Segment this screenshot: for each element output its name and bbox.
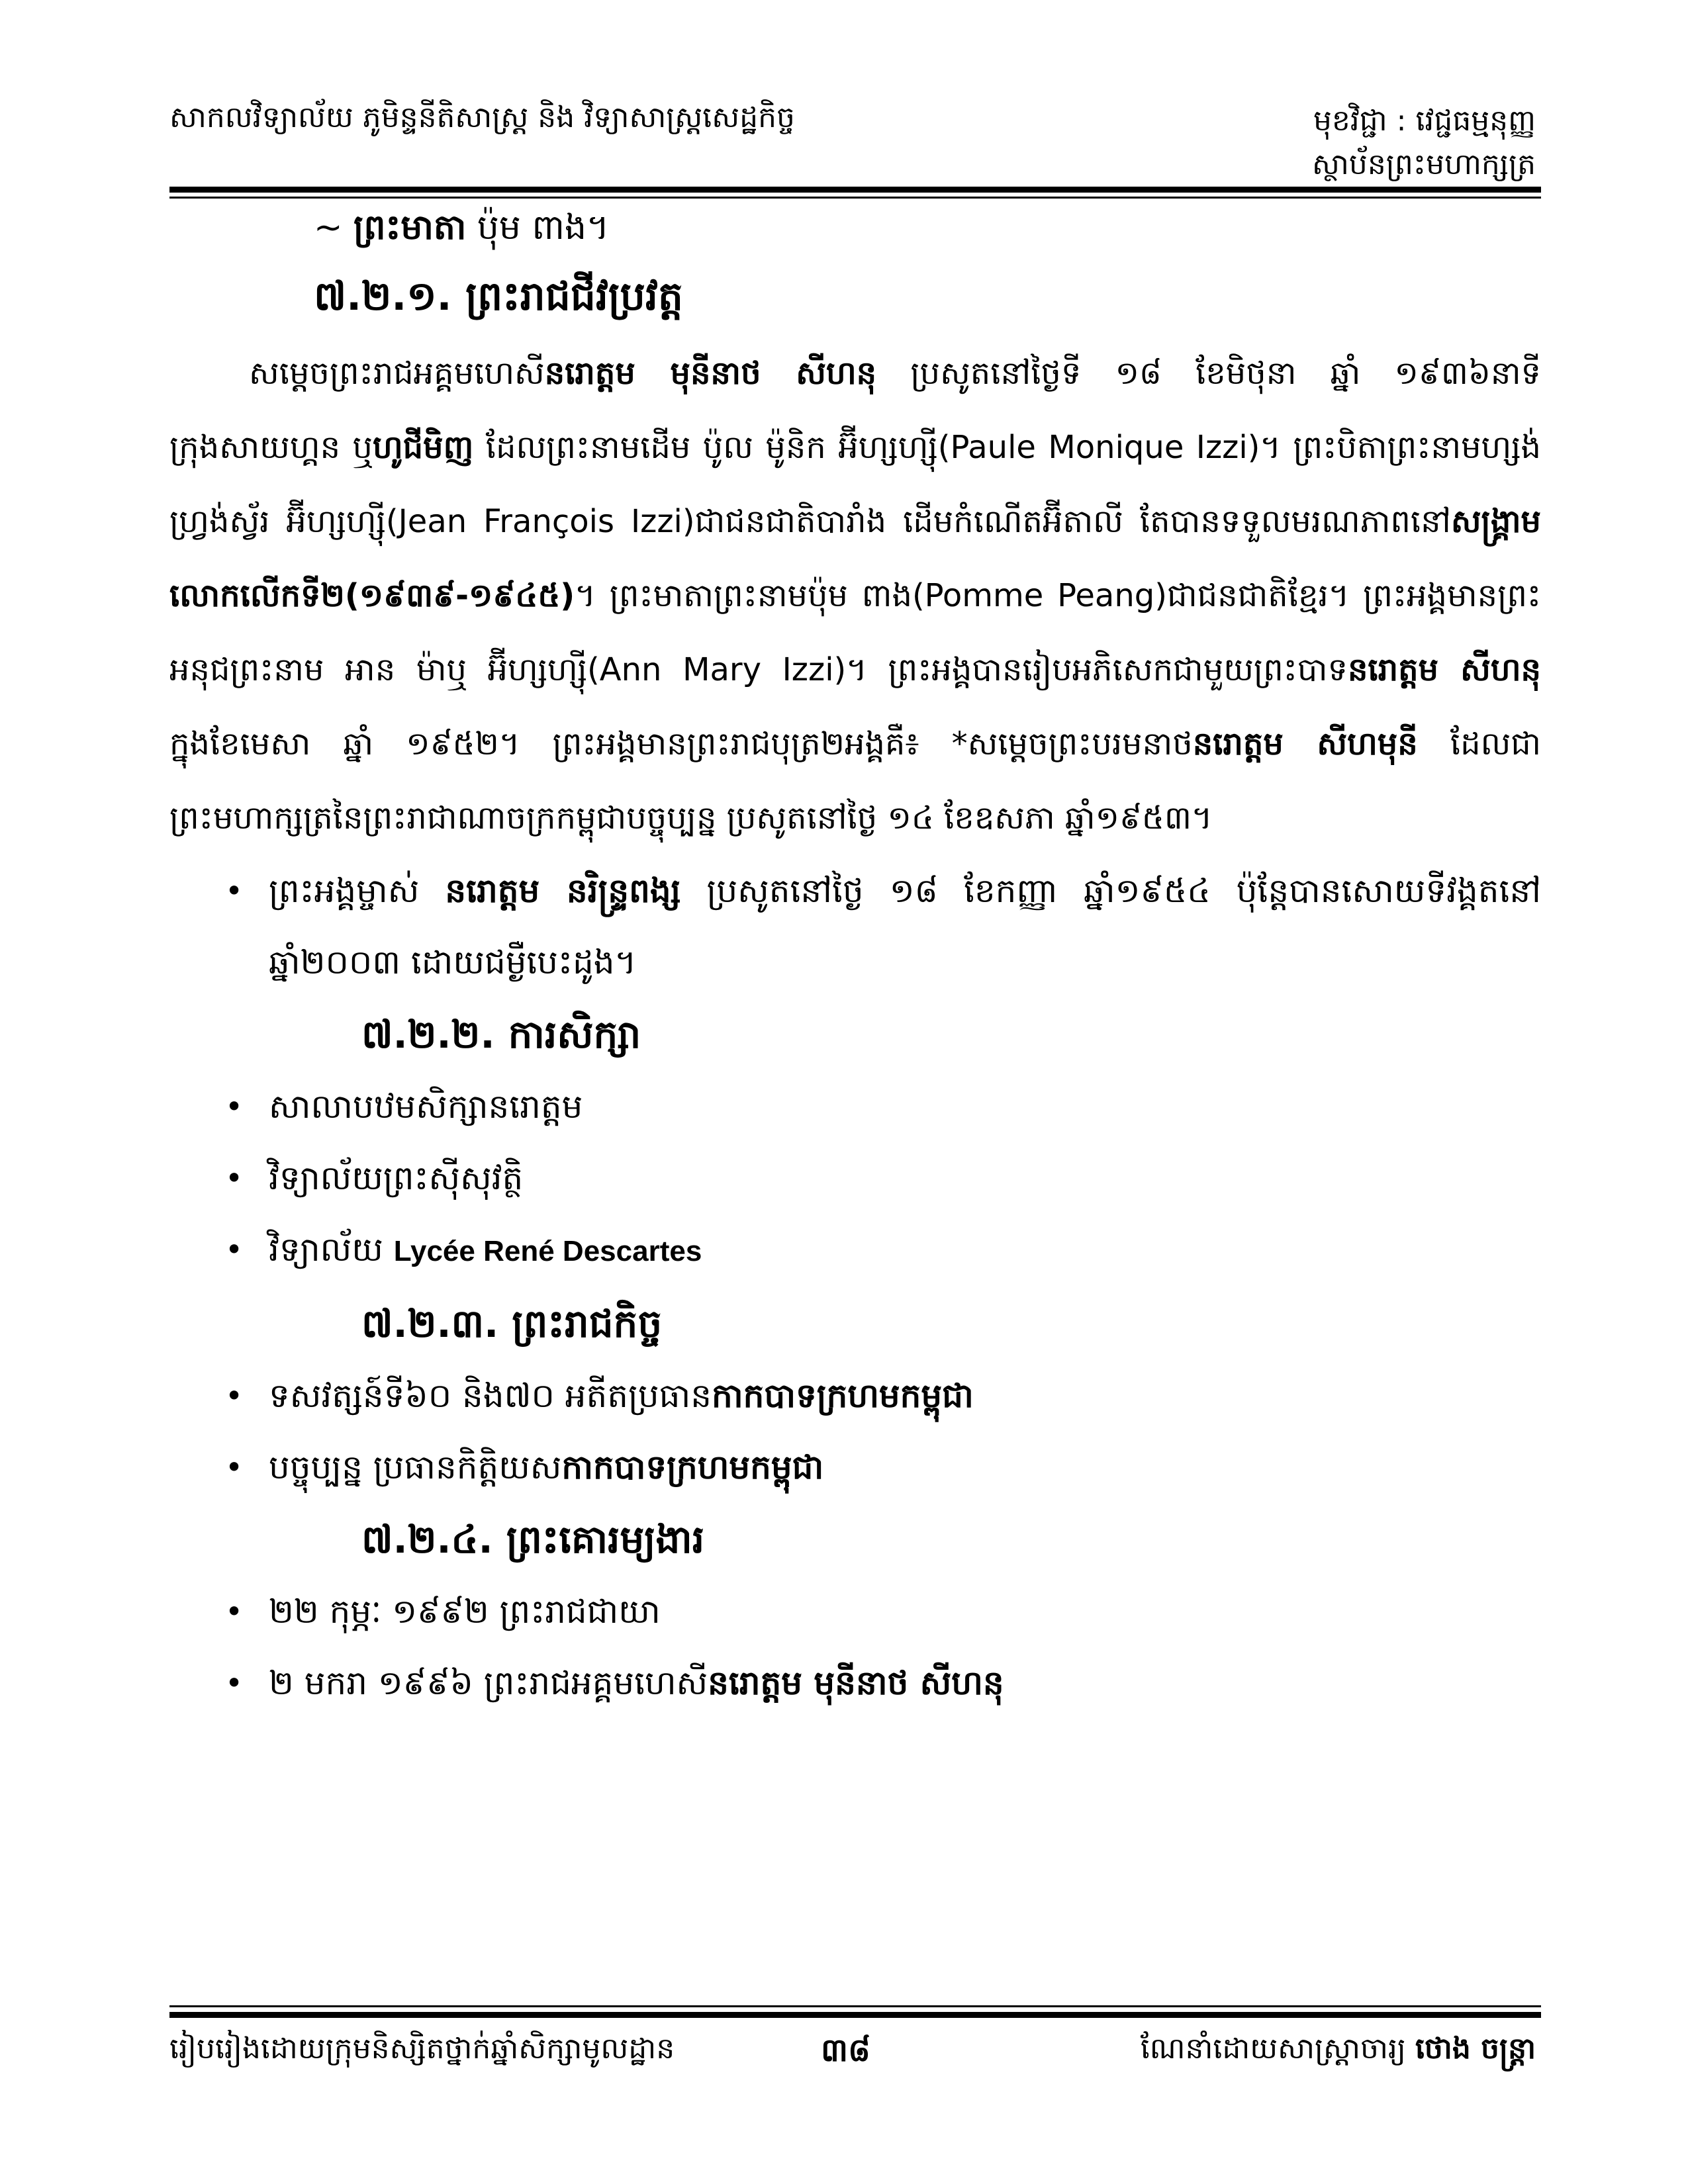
item-text: ទសវត្សន៍ទី៦០ និង៧០ អតីតប្រធាន bbox=[269, 1377, 712, 1415]
header-subject: មុខវិជ្ជា : វេជ្ជធម្មនុញ្ញ bbox=[1313, 104, 1536, 138]
item-text: ២២ កុម្ភៈ ១៩៩២ ព្រះរាជជាយា bbox=[269, 1592, 661, 1631]
footer-divider-thin bbox=[169, 2005, 1541, 2007]
para-bold: នរោត្តម មុនីនាថ សីហនុ bbox=[544, 355, 877, 392]
para-text: ដែលព្រះនាមដើម ប៉ូល ម៉ូនិក អ៊ីហ្សហ្ស៊ី(Paule Monique Izzi)។ ព្រះបិតាព្រះនាមហ្សង់ ហ្វ្រង់ស្វ័រ អ៊ីហ្សហ្ស៊ី(Jean François Izzi)ជាជនជាតិបារាំង ដើមកំណើតអ៊ីតាលី តែបានទទួលមរណភាពនៅ bbox=[169, 429, 1542, 540]
intro-rest: ប៉ុម ពាង។ bbox=[466, 208, 610, 248]
page-content bbox=[169, 199, 1541, 1719]
para-text: សម្តេចព្រះរាជអគ្គមហេសី bbox=[249, 355, 545, 392]
item-school-name: Lycée René Descartes bbox=[393, 1235, 702, 1267]
footer-authors: រៀបរៀងដោយក្រុមនិស្សិតថ្នាក់ឆ្នាំសិក្សាមូលដ្ឋាន bbox=[169, 2032, 675, 2066]
para-text: ក្នុងខែមេសា ឆ្នាំ ១៩៥២។ ព្រះអង្គមានព្រះរាជបុត្រ២អង្គគឺ៖ *សម្តេចព្រះបរមនាថ bbox=[169, 725, 1193, 762]
para-bold: សង្គ្រាមលោកលើកទី២(១៩៣៩-១៩៤៥) bbox=[169, 503, 1541, 614]
bullet-icon: • bbox=[225, 1594, 244, 1629]
section-title-titles: ៧.២.៤. ព្រះគោរម្យងារ bbox=[361, 1517, 705, 1562]
item-bold: នរោត្តម នរិន្ទ្រពង្ស bbox=[445, 872, 681, 910]
header-course bbox=[1312, 99, 1536, 187]
para-text: ដែលជាព្រះមហាក្សត្រនៃព្រះរាជាណាចក្រកម្ពុជាបច្ចុប្បន្ន ប្រសូតនៅថ្ងៃ ១៤ ខែឧសភា ឆ្នាំ១៩៥៣។ bbox=[169, 725, 1541, 837]
bullet-icon: • bbox=[225, 1449, 244, 1485]
list-item bbox=[169, 1647, 1541, 1719]
bullet-icon: • bbox=[225, 1160, 244, 1196]
para-text: ។ ព្រះមាតាព្រះនាមប៉ុម ពាង(Pomme Peang)ជាជនជាតិខ្មែរ។ ព្រះអង្គមានព្រះអនុជព្រះនាម អាន ម៉ាឬ អ៊ីហ្សហ្ស៊ី(Ann Mary Izzi)។ ព្រះអង្គបានរៀបអភិសេកជាមួយព្រះបាទ bbox=[169, 577, 1541, 688]
para-bold: ហូជីមិញ bbox=[372, 429, 474, 466]
header-topic: ស្ថាប័នព្រះមហាក្សត្រ bbox=[1312, 148, 1536, 181]
intro-line bbox=[314, 199, 1541, 257]
item-bold: កាកបាទក្រហមកម្ពុជា bbox=[712, 1377, 974, 1415]
intro-bold: ព្រះមាតា bbox=[353, 208, 467, 248]
section-title-biography: ៧.២.១. ព្រះរាជជីវប្រវត្ត bbox=[314, 273, 684, 320]
footer-supervisor bbox=[1141, 2030, 1536, 2073]
item-text: សាលាបឋមសិក្សានរោត្តម bbox=[269, 1087, 583, 1126]
supervisor-label: ណែនាំដោយសាស្ត្រាចារ្យ bbox=[1140, 2032, 1415, 2066]
page-number: ៣៨ bbox=[821, 2032, 870, 2069]
item-bold: នរោត្តម មុនីនាថ សីហនុ bbox=[708, 1664, 1004, 1702]
item-text: វិទ្យាល័យ bbox=[269, 1230, 394, 1269]
list-item bbox=[169, 1576, 1541, 1647]
bullet-icon: • bbox=[225, 1232, 244, 1267]
item-text: បច្ចុប្បន្ន ប្រធានកិត្តិយស bbox=[269, 1448, 562, 1486]
para-text: ប្រសូតនៅថ្ងៃទី ១៨ ខែមិថុនា ឆ្នាំ ១៩៣៦នាទីក្រុងសាយហ្គន ឬ bbox=[169, 355, 1542, 466]
list-item bbox=[169, 1432, 1541, 1503]
section-title-duties: ៧.២.៣. ព្រះរាជកិច្ច bbox=[361, 1301, 663, 1346]
item-text: ២ មករា ១៩៩៦ ព្រះរាជអគ្គមហេសី bbox=[269, 1664, 708, 1702]
para-bold: នរោត្តម សីហនុ bbox=[1347, 651, 1541, 688]
tilde-marker: ~ bbox=[314, 208, 343, 248]
list-item bbox=[169, 1142, 1541, 1214]
footer-divider-thick bbox=[169, 2012, 1541, 2018]
header-divider-thick bbox=[169, 187, 1541, 193]
para-bold: នរោត្តម សីហមុនី bbox=[1192, 725, 1418, 762]
bullet-icon: • bbox=[225, 873, 244, 909]
supervisor-name: ថោង ចន្ត្រា bbox=[1415, 2032, 1536, 2066]
item-bold: កាកបាទក្រហមកម្ពុជា bbox=[561, 1448, 824, 1486]
biography-paragraph bbox=[169, 336, 1541, 855]
item-text: ព្រះអង្គម្ចាស់ bbox=[269, 872, 445, 910]
bullet-icon: • bbox=[225, 1089, 244, 1124]
item-text: វិទ្យាល័យព្រះស៊ីសុវត្ថិ bbox=[269, 1159, 524, 1197]
list-item bbox=[169, 1214, 1541, 1287]
list-item bbox=[169, 1071, 1541, 1142]
section-title-education: ៧.២.២. ការសិក្សា bbox=[361, 1012, 641, 1057]
list-item-son bbox=[169, 855, 1541, 998]
item-text: ប្រសូតនៅថ្ងៃ ១៨ ខែកញ្ញា ឆ្នាំ១៩៥៤ ប៉ុន្តែបានសោយទីវង្គតនៅឆ្នាំ២០០៣ ដោយជម្ងឺបេះដូង។ bbox=[269, 872, 1541, 981]
list-item bbox=[169, 1360, 1541, 1432]
bullet-icon: • bbox=[225, 1378, 244, 1414]
header-university: សាកលវិទ្យាល័យ ភូមិន្ទនីតិសាស្ត្រ និង វិទ្យាសាស្ត្រសេដ្ឋកិច្ច bbox=[169, 101, 795, 134]
bullet-icon: • bbox=[225, 1665, 244, 1701]
